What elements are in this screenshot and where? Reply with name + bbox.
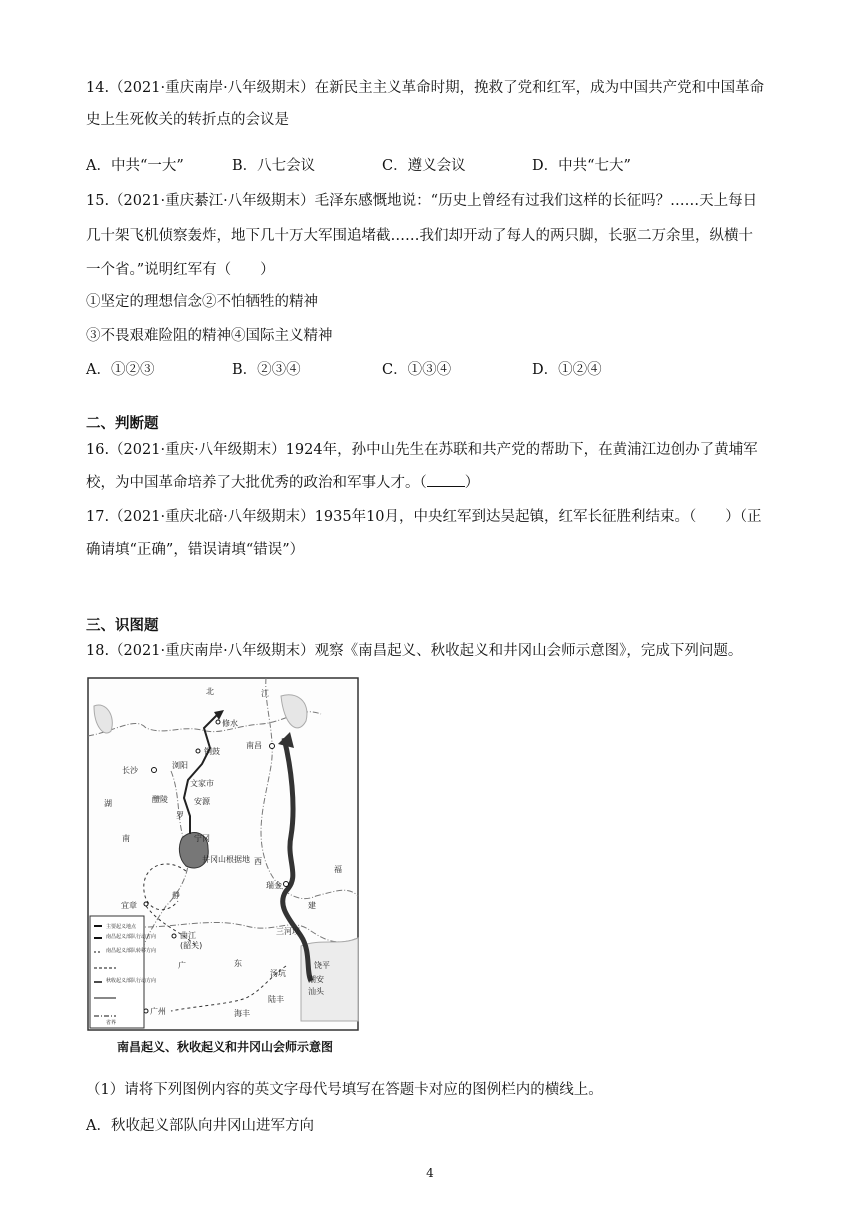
label-liling: 醴陵: [152, 795, 168, 804]
q15-stem-line3: 一个省。”说明红军有（ ）: [86, 262, 275, 278]
q15-stem-line2: 几十架飞机侦察轰炸，地下几十万大军围追堵截……我们却开动了每人的两只脚，长驱二万余里，纵横十: [86, 228, 753, 244]
q15-option-b: B．②③④: [232, 362, 301, 378]
label-guang: 广: [178, 961, 186, 970]
label-dong: 东: [234, 959, 242, 968]
legend-text-1: 主要起义地点: [106, 924, 137, 930]
q15-option-c: C．①③④: [382, 362, 452, 378]
label-nanchang: 南昌: [246, 741, 262, 750]
label-liuyang: 浏阳: [172, 761, 188, 770]
label-shaoguan: (韶关): [180, 941, 203, 950]
label-shantou: 汕头: [308, 987, 324, 996]
label-haifeng: 海丰: [234, 1009, 250, 1018]
legend-text-2: 南昌起义部队行动方向: [106, 934, 157, 940]
label-xi: 西: [254, 857, 262, 866]
label-ruijin: 瑞金: [266, 881, 282, 890]
q14-option-d: D．中共“七大”: [532, 158, 631, 174]
legend-text-3: 南昌起义部队转移方向: [106, 948, 157, 954]
historical-map-figure: [86, 676, 364, 1066]
section-heading-map: 三、识图题: [86, 618, 159, 634]
label-sanheba: 三河坝: [276, 927, 300, 936]
q14-option-a: A．中共“一大”: [86, 158, 184, 174]
q18-option-a: A．秋收起义部队向井冈山进军方向: [86, 1118, 314, 1134]
label-changsha: 长沙: [122, 766, 138, 775]
label-jian: 建: [308, 901, 316, 910]
label-anyuan: 安源: [194, 797, 210, 806]
city-marker: [152, 768, 157, 773]
q16-stem-line1: 16.（2021·重庆·八年级期末）1924年，孙中山先生在苏联和共产党的帮助下，在黄浦江边创办了黄埔军: [86, 442, 758, 458]
q17-stem-line2: 确请填“正确”，错误请填“错误”）: [86, 542, 305, 558]
city-marker: [284, 882, 289, 887]
city-marker: [172, 934, 176, 938]
q18-sub-question-1: （1）请将下列图例内容的英文字母代号填写在答题卡对应的图例栏内的横线上。: [86, 1082, 603, 1098]
map-caption: 南昌起义、秋收起义和井冈山会师示意图: [116, 1040, 333, 1054]
q15-option-d: D．①②④: [532, 362, 602, 378]
label-jing: 静: [172, 891, 180, 900]
q16-close-paren: ）: [464, 475, 480, 491]
city-marker: [144, 902, 148, 906]
label-jiang: 江: [261, 689, 269, 698]
q15-option-a: A．①②③: [86, 362, 155, 378]
page-number: 4: [426, 1166, 434, 1180]
city-marker: [216, 720, 220, 724]
city-marker: [270, 744, 275, 749]
q15-stem-line1: 15.（2021·重庆綦江·八年级期末）毛泽东感慨地说：“历史上曾经有过我们这样的长征吗？……天上每日: [86, 193, 758, 209]
q14-stem-line1: 14.（2021·重庆南岸·八年级期末）在新民主主义革命时期，挽救了党和红军，成为中国共产党和中国革命: [86, 80, 765, 96]
label-qujiang: 曲江: [180, 931, 196, 940]
label-yizhang: 宜章: [121, 901, 137, 910]
label-guangzhou: 广州: [150, 1007, 166, 1016]
city-marker: [196, 749, 200, 753]
legend-text-5: 秋收起义部队行动方向: [106, 978, 157, 984]
q16-stem-line2: [86, 472, 479, 493]
label-hu: 湖: [104, 799, 112, 808]
q15-item-2: ③不畏艰难险阻的精神④国际主义精神: [86, 328, 333, 344]
city-marker: [144, 1009, 148, 1013]
q14-option-b: B．八七会议: [232, 158, 316, 174]
label-chaoan: 潮安: [308, 975, 324, 984]
label-nan: 南: [122, 834, 130, 843]
label-tangkeng: 汤坑: [270, 969, 286, 978]
label-tonggu: 铜鼓: [204, 747, 220, 756]
label-xiushui: 修水: [222, 719, 238, 728]
q15-item-1: ①坚定的理想信念②不怕牺牲的精神: [86, 294, 318, 310]
label-raoping: 饶平: [314, 961, 330, 970]
q14-stem-line2: 史上生死攸关的转折点的会议是: [86, 112, 289, 128]
q14-option-c: C．遵义会议: [382, 158, 466, 174]
label-lufeng: 陆丰: [268, 995, 284, 1004]
label-fu: 福: [334, 865, 342, 874]
q16-stem-text: 校，为中国革命培养了大批优秀的政治和军事人才。（: [86, 475, 427, 491]
q18-stem-line1: 18.（2021·重庆南岸·八年级期末）观察《南昌起义、秋收起义和井冈山会师示意图》，完成下列问题。: [86, 643, 743, 659]
label-luo: 罗: [176, 811, 184, 820]
section-heading-judgement: 二、判断题: [86, 416, 159, 432]
label-wenjiashi: 文家市: [190, 779, 214, 788]
label-ninggang: 宁冈: [194, 834, 210, 843]
map-legend-box: [90, 916, 144, 1028]
map-image: [86, 676, 364, 1036]
q16-answer-blank[interactable]: [427, 472, 465, 487]
legend-text-7: 省界: [106, 1020, 117, 1026]
label-jinggangshan: 井冈山根据地: [202, 855, 250, 864]
q17-stem-line1: 17.（2021·重庆北碚·八年级期末）1935年10月，中央红军到达吴起镇，红军长征胜利结束。（ ）（正: [86, 509, 762, 525]
label-bei: 北: [206, 687, 214, 696]
